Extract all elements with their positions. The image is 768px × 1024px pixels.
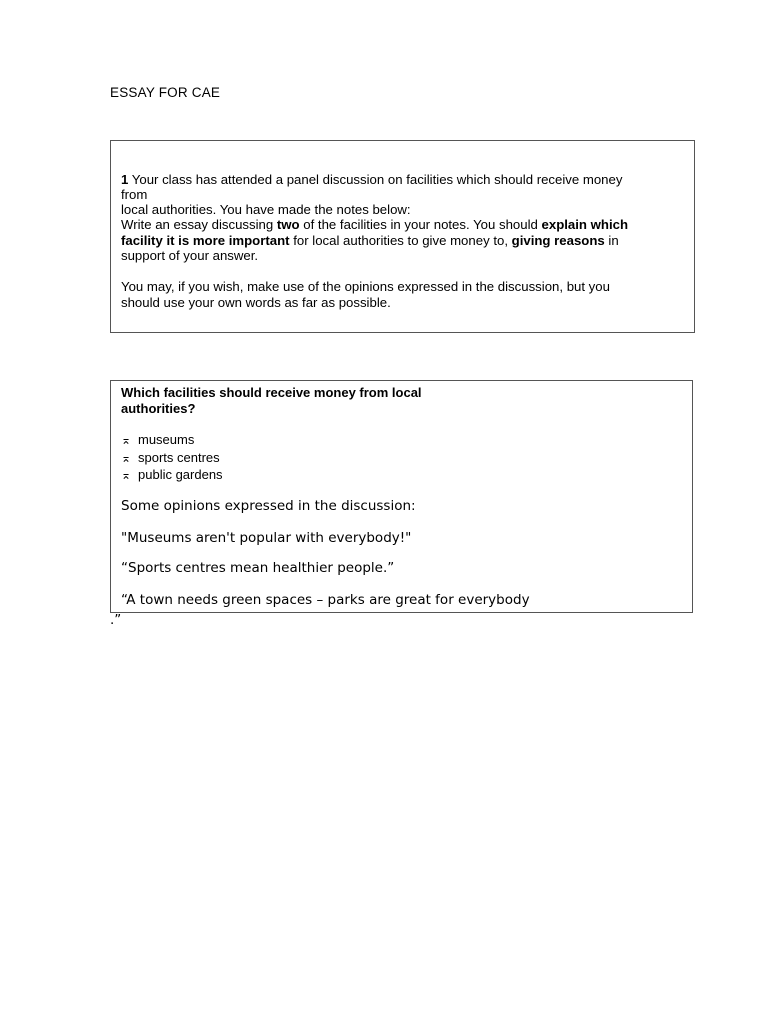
task-box (110, 140, 695, 333)
bullet-icon: ⌅ (121, 433, 132, 447)
opinion-quote-ending: .” (110, 612, 122, 628)
opinions-intro: Some opinions expressed in the discussion: (121, 498, 416, 514)
notes-heading-line-1: Which facilities should receive money from local (121, 385, 422, 400)
task-text-5d: in (604, 233, 619, 248)
task-text-4a: Write an essay discussing (121, 217, 277, 232)
task-line-5 (121, 233, 619, 248)
task-emphasis-reasons: giving reasons (511, 233, 605, 248)
list-item-label: sports centres (138, 450, 220, 465)
notes-box (110, 380, 693, 613)
task-emphasis-facility: facility it is more important (121, 233, 290, 248)
task-line-2: from (121, 187, 148, 202)
page-title: ESSAY FOR CAE (110, 85, 221, 100)
opinion-quote: “Sports centres mean healthier people.” (121, 560, 395, 576)
list-item-label: museums (138, 432, 195, 447)
opinion-quote: “A town needs green spaces – parks are great for everybody (121, 592, 530, 608)
list-item (121, 467, 223, 483)
list-item (121, 432, 194, 448)
task-text-1: Your class has attended a panel discussion on facilities which should receive money (131, 172, 623, 187)
list-item (121, 450, 220, 466)
task-line-1 (121, 172, 622, 187)
notes-heading-line-2: authorities? (121, 401, 196, 416)
task-text-4c: of the facilities in your notes. You should (299, 217, 542, 232)
bullet-icon: ⌅ (121, 451, 132, 465)
task-number: 1 (121, 172, 129, 187)
list-item-label: public gardens (138, 467, 223, 482)
task-line-3: local authorities. You have made the notes below: (121, 202, 411, 217)
task-line-6: support of your answer. (121, 248, 259, 263)
task-emphasis-explain: explain which (541, 217, 629, 232)
task-line-4 (121, 217, 628, 232)
opinion-quote: "Museums aren't popular with everybody!" (121, 530, 412, 546)
task-line-8: should use your own words as far as possible. (121, 295, 391, 310)
task-emphasis-two: two (276, 217, 300, 232)
bullet-icon: ⌅ (121, 468, 132, 482)
task-line-7: You may, if you wish, make use of the opinions expressed in the discussion, but you (121, 279, 610, 294)
task-text-5b: for local authorities to give money to, (289, 233, 512, 248)
